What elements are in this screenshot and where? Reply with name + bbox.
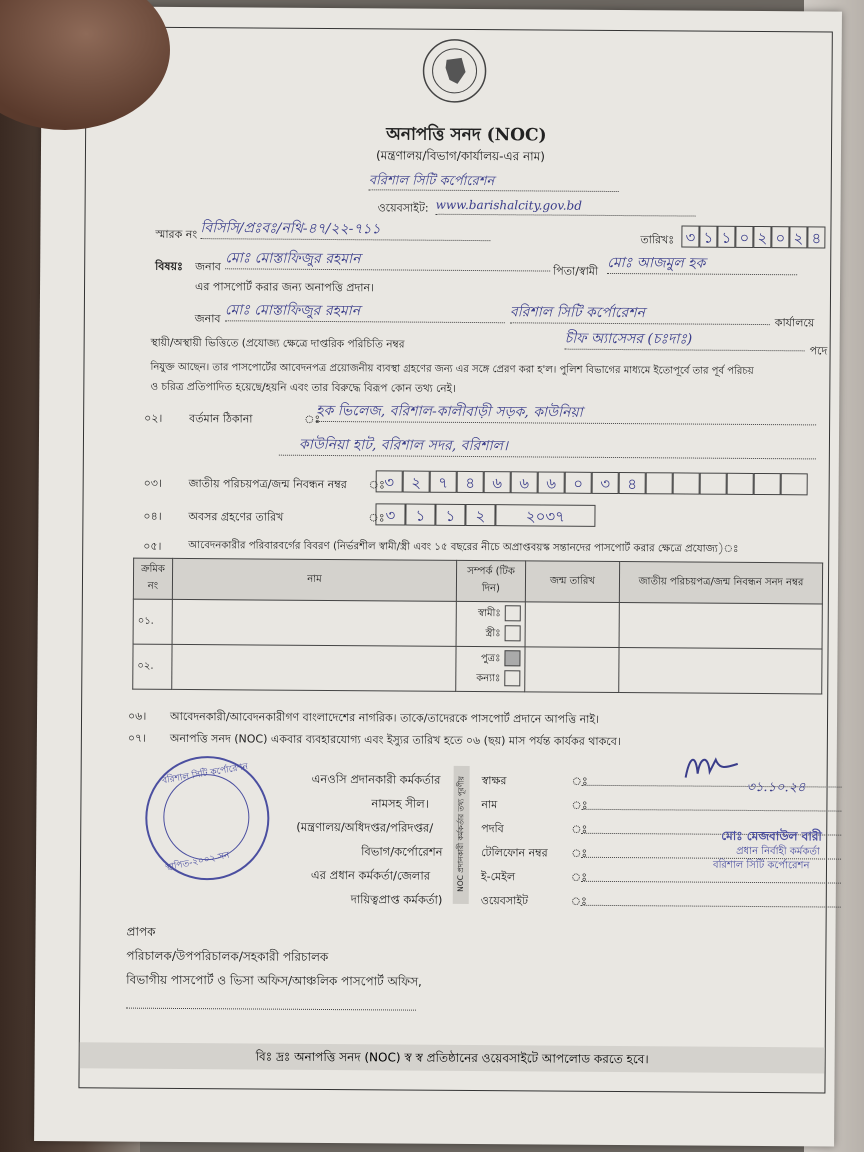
table-cell-relation — [456, 646, 525, 691]
relation-label: স্বামীঃ — [477, 608, 501, 620]
nid-digit — [781, 473, 808, 495]
colon: ঃ — [368, 511, 385, 525]
sig-left-line: বিভাগ/কর্পোরেশন — [361, 844, 443, 859]
applicant-name: মোঃ মোস্তাফিজুর রহমান — [225, 250, 361, 268]
date-digit: ১ — [717, 226, 735, 248]
date-label: তারিখঃ — [640, 233, 675, 247]
office-name: বরিশাল সিটি কর্পোরেশন — [368, 173, 495, 190]
document-frame — [78, 26, 832, 1093]
relation-label: কন্যাঃ — [476, 673, 501, 685]
field-label: স্বাক্ষর — [481, 774, 507, 788]
nid-digit: ৩ — [376, 470, 403, 492]
retire-digit: ৩ — [375, 503, 405, 525]
table-cell-nid[interactable] — [619, 603, 822, 649]
karyalaye-label: কার্যালয়ে — [774, 316, 815, 330]
office-seal-inner — [163, 774, 250, 861]
colon: ঃ — [304, 412, 321, 426]
table-header-row — [133, 558, 822, 604]
field-label: টেলিফোন নম্বর — [481, 846, 548, 860]
address-line2 — [279, 433, 816, 460]
website-value: www.barishalcity.gov.bd — [435, 197, 582, 213]
table-header: জাতীয় পরিচয়পত্র/জন্ম নিবন্ধন সনদ নম্বর — [619, 562, 822, 604]
nid-digit — [754, 473, 781, 495]
relation-checkbox[interactable] — [504, 670, 520, 686]
janab-label: জনাব — [195, 260, 221, 274]
item-number: ০৪। — [143, 509, 162, 523]
stamp-title: প্রধান নির্বাহী কর্মকর্তা — [736, 845, 820, 858]
janab2-label: জনাব — [194, 312, 221, 326]
applicant-name-line — [225, 246, 550, 271]
office-name2-line — [510, 300, 770, 325]
colon: ঃ — [571, 798, 588, 812]
sig-left-line: এনওসি প্রদানকারী কর্মকর্তার — [311, 771, 441, 787]
website-line — [436, 194, 696, 217]
nid-digit — [727, 473, 754, 495]
table-cell-dob[interactable] — [525, 647, 619, 693]
date-digit: ২ — [753, 226, 771, 248]
colon: ঃ — [570, 870, 588, 884]
seal-year: স্থাপিত-২০০২ সন — [164, 850, 231, 874]
nid-digit: ২ — [403, 471, 430, 493]
government-emblem — [421, 38, 487, 104]
nid-digit — [673, 472, 700, 494]
memo-line — [200, 216, 490, 241]
character-line: ও চরিত্র প্রতিপাদিত হয়েছে/হয়নি এবং তার বিরুদ্ধে বিরূপ কোন তথ্য নেই। — [150, 380, 456, 395]
relation-checkbox[interactable] — [505, 625, 521, 641]
designation: চীফ অ্যাসেসর (চঃদাঃ) — [564, 330, 693, 348]
table-cell-sl: ০২. — [133, 644, 172, 689]
stamp-name: মোঃ মেজবাউল বারী — [721, 828, 822, 844]
table-cell-name[interactable] — [172, 599, 456, 646]
table-row — [133, 644, 822, 694]
passport-line: এর পাসপোর্ট করার জন্য অনাপত্তি প্রদান। — [194, 280, 375, 295]
table-cell-relation — [456, 601, 525, 646]
recipient-line2: বিভাগীয় পাসপোর্ট ও ভিসা অফিস/আঞ্চলিক পাসপোর্ট অফিস, — [126, 972, 422, 989]
permanent-line: স্থায়ী/অস্থায়ী ভিত্তিতে (প্রযোজ্য ক্ষেত্রে দাপ্তরিক পরিচিতি নম্বর — [150, 336, 405, 351]
nid-boxes — [376, 470, 808, 495]
item-number: ০৭। — [127, 731, 147, 745]
footer-note: বিঃ দ্রঃ অনাপত্তি সনদ (NOC) স্ব স্ব প্রতিষ্ঠানের ওয়েবসাইটে আপলোড করতে হবে। — [80, 1042, 825, 1073]
memo-label: স্মারক নং — [155, 227, 198, 242]
field-label: নাম — [481, 798, 498, 812]
retire-digit: ১ — [405, 504, 435, 526]
retire-year: ২০৩৭ — [495, 504, 595, 527]
table-header: ক্রমিক নং — [133, 558, 172, 599]
designation-line — [565, 327, 805, 352]
date-digit: ০ — [771, 226, 789, 248]
office-name-line — [369, 169, 619, 192]
vertical-label: NOC প্রদানকারী কর্মকর্তার তথ্য পূরণীয় — [455, 776, 466, 892]
date-digit: ১ — [699, 226, 717, 248]
nid-digit: ৬ — [484, 471, 511, 493]
item-number: ০৫। — [143, 539, 162, 553]
validity-note: অনাপত্তি সনদ (NOC) একবার ব্যবহারযোগ্য এবং ইস্যুর তারিখ হতে ০৬ (ছয়) মাস পর্যন্ত কার্যকর থাকবে। — [169, 731, 621, 749]
relation-label: পুত্রঃ — [480, 653, 501, 665]
office-name2: বরিশাল সিটি কর্পোরেশন — [509, 304, 645, 322]
subject-label: বিষয়ঃ — [155, 259, 183, 273]
pode-label: পদে — [809, 344, 828, 358]
nid-digit: ৪ — [619, 472, 646, 494]
appointed-line: নিযুক্ত আছেন। তার পাসপোর্টের আবেদনপত্র প্রয়োজনীয় ব্যবস্থা গ্রহণের জন্য এর সঙ্গে প্রেরণ করা হ'ল। পুলিশ বিভাগের মাধ্যমে ইতোপূর্বে তার পূর্ব পরিচয় — [150, 361, 754, 377]
colon: ঃ — [571, 846, 588, 860]
table-header: নাম — [172, 558, 456, 601]
field-label: পদবি — [481, 822, 504, 836]
date-digit: ২ — [789, 226, 807, 248]
nid-digit: ৬ — [538, 471, 565, 493]
family-label: আবেদনকারীর পরিবারবর্গের বিবরণ (নির্ভরশীল স্বামী/স্ত্রী এবং ১৫ বছরের নীচে অপ্রাপ্তবয়স্ক সন্তানদের পাসপোর্ট করার ক্ষেত্রে প্রযোজ্য)ঃ — [188, 540, 739, 555]
citizen-note: আবেদনকারী/আবেদনকারীগণ বাংলাদেশের নাগরিক। তাকে/তাদেরকে পাসপোর্ট প্রদানে আপত্তি নাই। — [169, 709, 600, 726]
nid-digit: ৩ — [592, 472, 619, 494]
field-label: ওয়েবসাইট — [480, 894, 529, 908]
noc-document — [34, 6, 842, 1147]
father-name-line — [607, 251, 797, 275]
colon: ঃ — [571, 822, 588, 836]
stamp-office: বরিশাল সিটি কর্পোরেশন — [712, 859, 810, 872]
nid-digit: ৪ — [457, 471, 484, 493]
nid-digit: ৬ — [511, 471, 538, 493]
retire-boxes — [375, 503, 595, 527]
date-digit: ৩ — [681, 225, 699, 247]
sig-left-line: নামসহ সীল। — [371, 796, 429, 811]
recipient-line1: পরিচালক/উপপরিচালক/সহকারী পরিচালক — [126, 948, 329, 965]
table-cell-nid[interactable] — [619, 648, 822, 694]
colon: ঃ — [368, 478, 385, 492]
retire-digit: ২ — [465, 504, 495, 526]
sig-left-line: এর প্রধান কর্মকর্তা/জেলার — [310, 867, 431, 883]
table-cell-name[interactable] — [172, 644, 456, 691]
nid-label: জাতীয় পরিচয়পত্র/জন্ম নিবন্ধন নম্বর — [188, 477, 347, 492]
colon: ঃ — [570, 894, 587, 908]
field-label: ই-মেইল — [480, 870, 516, 884]
address-line1 — [316, 399, 816, 425]
item-number: ০৬। — [127, 709, 147, 723]
address-text1: হক ভিলেজ, বরিশাল-কালীবাড়ী সড়ক, কাউনিয়া — [316, 402, 583, 421]
address-text2: কাউনিয়া হাট, বরিশাল সদর, বরিশাল। — [298, 436, 509, 455]
father-name: মোঃ আজমুল হক — [607, 254, 706, 272]
nid-digit — [646, 472, 673, 494]
retire-digit: ১ — [435, 504, 465, 526]
document-title: অনাপত্তি সনদ (NOC) — [386, 124, 547, 146]
recipient-label: প্রাপক — [126, 924, 156, 939]
family-table — [132, 558, 823, 695]
relation-label: স্ত্রীঃ — [485, 628, 501, 640]
signature-date: ৩১.১০.২৪ — [746, 779, 806, 796]
nid-digit: ৭ — [430, 471, 457, 493]
seal-text: বরিশাল সিটি কর্পোরেশন — [161, 761, 249, 787]
office-seal — [145, 756, 270, 881]
colon: ঃ — [571, 774, 588, 788]
date-digit: ৪ — [807, 226, 825, 248]
sig-left-line: দায়িত্বপ্রাপ্ত কর্মকর্তা) — [350, 892, 443, 907]
website-label: ওয়েবসাইট: — [377, 201, 429, 215]
table-header: সম্পর্ক (টিক দিন) — [456, 560, 525, 601]
recipient-address-line[interactable] — [126, 994, 416, 1011]
table-row — [133, 599, 822, 649]
signature-scribble — [682, 749, 742, 787]
date-boxes — [681, 225, 825, 248]
memo-number: বিসিসি/প্রঃবঃ/নথি-৪৭/২২-৭১১ — [200, 220, 381, 238]
relation-checkbox[interactable] — [504, 650, 520, 666]
table-header: জন্ম তারিখ — [525, 561, 619, 603]
nid-digit — [700, 473, 727, 495]
relation-checkbox[interactable] — [505, 605, 521, 621]
retire-label: অবসর গ্রহণের তারিখ — [188, 510, 284, 524]
address-label: বর্তমান ঠিকানা — [189, 412, 253, 426]
document-subtitle: (মন্ত্রণালয়/বিভাগ/কার্যালয়-এর নাম) — [375, 148, 546, 164]
applicant-name2-line — [225, 298, 505, 323]
table-cell-sl: ০১. — [133, 599, 172, 644]
applicant-name2: মোঃ মোস্তাফিজুর রহমান — [224, 302, 361, 320]
item-number: ০৩। — [143, 476, 162, 490]
date-digit: ০ — [735, 226, 753, 248]
item-number: ০২। — [144, 411, 163, 425]
nid-digit: ০ — [565, 472, 592, 494]
website-field[interactable] — [581, 891, 841, 908]
father-label: পিতা/স্বামী — [553, 264, 599, 278]
table-cell-dob[interactable] — [525, 602, 619, 648]
sig-left-line: (মন্ত্রণালয়/অধিদপ্তর/পরিদপ্তর/ — [296, 819, 434, 835]
